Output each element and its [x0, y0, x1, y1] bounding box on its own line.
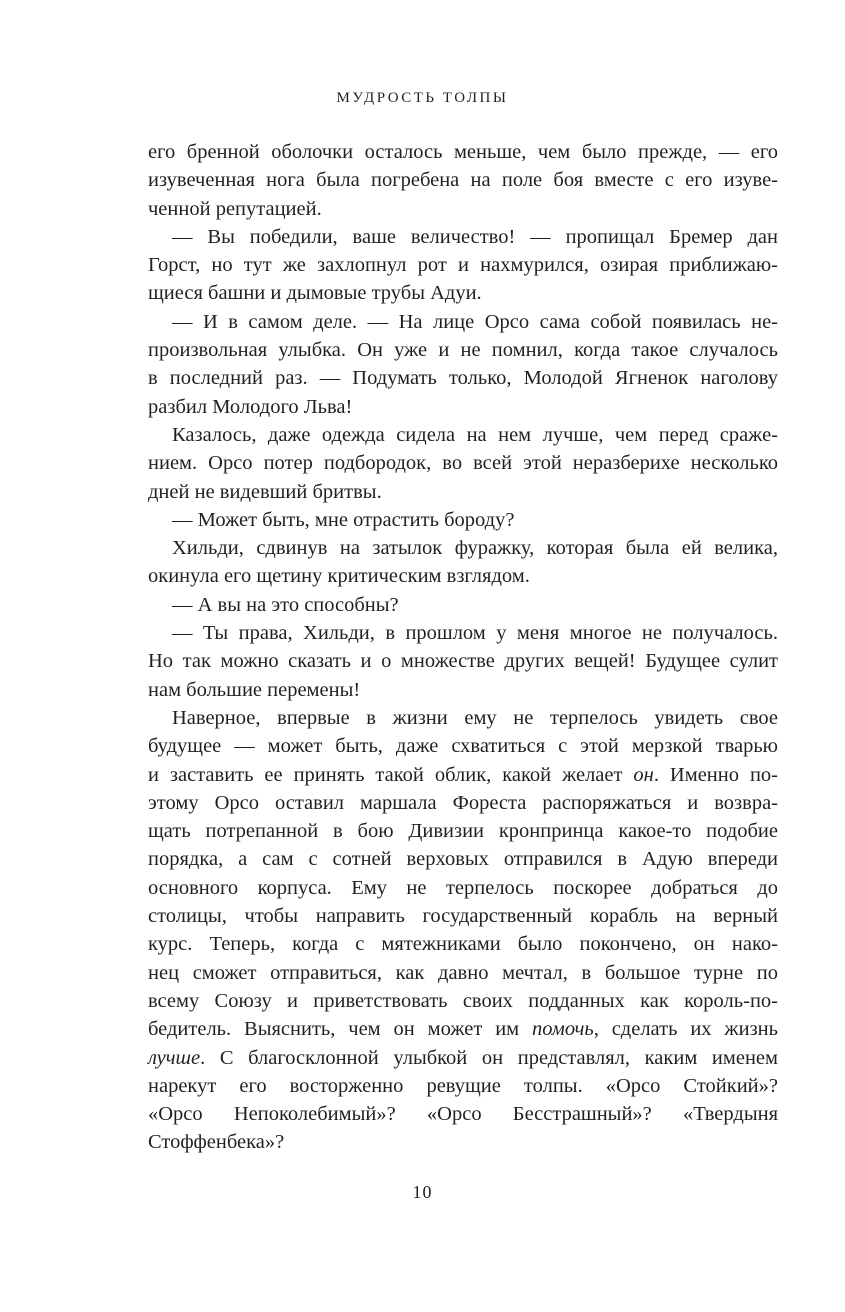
text-line — [148, 279, 778, 307]
text-line — [148, 421, 778, 449]
text-segment: Наверное, впервые в жизни ему не терпелось увидеть свое — [172, 706, 778, 729]
text-segment: Но так можно сказать и о множестве других вещей! Будущее сулит — [148, 650, 778, 673]
paragraph — [148, 704, 778, 1157]
text-line — [148, 619, 778, 647]
text-segment: окинула его щетину критическим взглядом. — [148, 565, 530, 588]
text-line — [148, 591, 778, 619]
text-line — [148, 449, 778, 477]
text-segment: . С благосклонной улыбкой он представлял, каким именем — [200, 1046, 778, 1069]
text-line — [148, 959, 778, 987]
text-line — [148, 1015, 778, 1043]
text-line — [148, 874, 778, 902]
paragraph — [148, 506, 778, 534]
text-segment: этому Орсо оставил маршала Фореста распоряжаться и возвра- — [148, 791, 778, 814]
text-segment: — Вы победили, ваше величество! — пропищал Бремер дан — [172, 225, 778, 248]
text-line — [148, 562, 778, 590]
paragraph — [148, 421, 778, 506]
paragraph — [148, 223, 778, 308]
text-segment: — И в самом деле. — На лице Орсо сама собой появилась не- — [172, 310, 778, 333]
text-line — [148, 902, 778, 930]
text-line — [148, 704, 778, 732]
text-segment: щать потрепанной в бою Дивизии кронпринца какое-то подобие — [148, 820, 778, 843]
text-segment: — Ты права, Хильди, в прошлом у меня многое не получалось. — [172, 622, 778, 645]
text-line — [148, 1128, 778, 1156]
text-line — [148, 817, 778, 845]
body-text — [148, 138, 778, 1157]
text-line — [148, 789, 778, 817]
text-segment: в последний раз. — Подумать только, Молодой Ягненок наголову — [148, 367, 778, 390]
text-line — [148, 732, 778, 760]
text-line — [148, 138, 778, 166]
text-line — [148, 364, 778, 392]
text-line — [148, 676, 778, 704]
text-segment: нием. Орсо потер подбородок, во всей этой неразберихе несколько — [148, 452, 778, 475]
text-segment: Горст, но тут же захлопнул рот и нахмурился, озирая приближаю- — [148, 254, 778, 277]
text-segment: и заставить ее принять такой облик, какой желает — [148, 763, 634, 786]
paragraph — [148, 619, 778, 704]
text-line — [148, 223, 778, 251]
text-segment: всему Союзу и приветствовать своих подданных как король-по- — [148, 989, 778, 1012]
text-line — [148, 195, 778, 223]
italic-text: он — [633, 763, 654, 786]
text-segment: разбил Молодого Льва! — [148, 395, 353, 418]
text-line — [148, 930, 778, 958]
text-segment: произвольная улыбка. Он уже и не помнил, когда такое случалось — [148, 339, 778, 362]
text-line — [148, 308, 778, 336]
text-segment: нец сможет отправиться, как давно мечтал, в большое турне по — [148, 961, 778, 984]
paragraph — [148, 308, 778, 421]
text-line — [148, 506, 778, 534]
text-segment: бедитель. Выяснить, чем он может им — [148, 1018, 533, 1041]
text-line — [148, 845, 778, 873]
text-segment: — Может быть, мне отрастить бороду? — [172, 508, 515, 531]
text-line — [148, 166, 778, 194]
text-line — [148, 478, 778, 506]
text-segment: Казалось, даже одежда сидела на нем лучше, чем перед сраже- — [172, 423, 778, 446]
text-segment: будущее — может быть, даже схватиться с этой мерзкой тварью — [148, 735, 778, 758]
text-segment: нам большие перемены! — [148, 678, 361, 701]
paragraph — [148, 534, 778, 591]
paragraph — [148, 591, 778, 619]
text-segment: «Орсо Непоколебимый»? «Орсо Бесстрашный»? «Твердыня — [148, 1103, 778, 1126]
text-line — [148, 1072, 778, 1100]
text-segment: . Именно по- — [653, 763, 778, 786]
text-segment: щиеся башни и дымовые трубы Адуи. — [148, 282, 482, 305]
text-segment: — А вы на это способны? — [172, 593, 399, 616]
running-head: МУДРОСТЬ ТОЛПЫ — [336, 90, 509, 106]
text-line — [148, 1044, 778, 1072]
text-line — [148, 647, 778, 675]
text-segment: дней не видевший бритвы. — [148, 480, 382, 503]
text-segment: Хильди, сдвинув на затылок фуражку, которая была ей велика, — [172, 537, 778, 560]
text-line — [148, 251, 778, 279]
text-line — [148, 534, 778, 562]
text-segment: столицы, чтобы направить государственный корабль на верный — [148, 905, 778, 928]
text-segment: курс. Теперь, когда с мятежниками было покончено, он нако- — [148, 933, 778, 956]
italic-text: помочь — [532, 1018, 594, 1041]
text-segment: изувеченная нога была погребена на поле боя вместе с его изуве- — [148, 169, 778, 192]
page-number: 10 — [412, 1182, 433, 1202]
paragraph — [148, 138, 778, 223]
text-line — [148, 393, 778, 421]
text-segment: основного корпуса. Ему не терпелось поскорее добраться до — [148, 876, 778, 899]
text-segment: порядка, а сам с сотней верховых отправился в Адую впереди — [148, 848, 778, 871]
text-line — [148, 1100, 778, 1128]
text-line — [148, 336, 778, 364]
text-line — [148, 761, 778, 789]
text-line — [148, 987, 778, 1015]
text-segment: Стоффенбека»? — [148, 1131, 285, 1154]
text-segment: ченной репутацией. — [148, 197, 322, 220]
text-segment: его бренной оболочки осталось меньше, чем было прежде, — его — [148, 141, 778, 163]
text-segment: , сделать их жизнь — [593, 1018, 778, 1041]
text-segment: нарекут его восторженно ревущие толпы. «Орсо Стойкий»? — [148, 1074, 778, 1097]
italic-text: лучше — [148, 1046, 201, 1069]
